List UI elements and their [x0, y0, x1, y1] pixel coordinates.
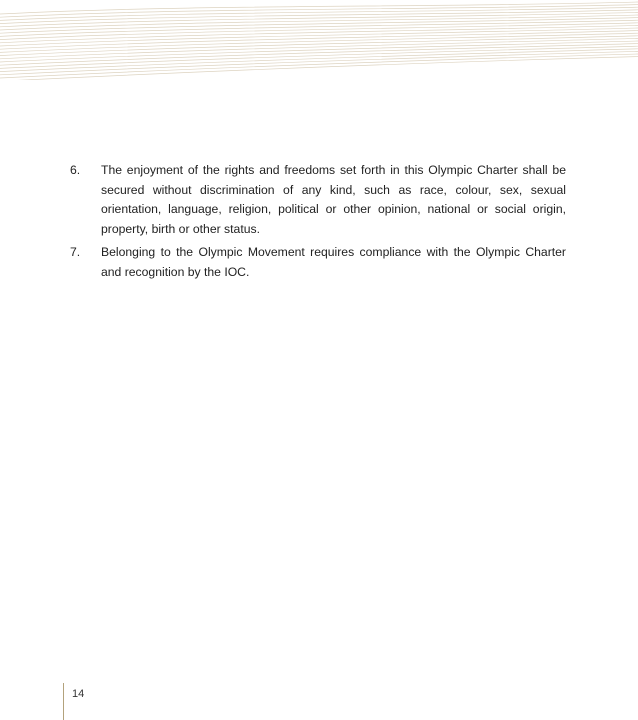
header-line	[0, 46, 638, 68]
principle-text: The enjoyment of the rights and freedoms set forth in this Olympic Charter shall be secured without discrimination of any kind, such as race, colour, sex, sexual orientation, language, religion, political or other opinion, national or social origin, property, birth or other status.	[101, 163, 566, 236]
header-line	[0, 33, 638, 52]
principle-number: 6.	[70, 163, 81, 177]
principle-text: Belonging to the Olympic Movement requires compliance with the Olympic Charter and recognition by the IOC.	[101, 245, 566, 279]
principle-6	[70, 161, 566, 239]
header-line	[0, 49, 638, 72]
header-line	[0, 25, 638, 42]
principle-number: 7.	[70, 245, 81, 259]
decorative-header-lines	[0, 0, 638, 80]
page-number: 14	[72, 688, 85, 700]
header-line	[0, 23, 638, 40]
footer-divider	[63, 683, 64, 720]
header-line	[0, 57, 638, 80]
principle-7	[70, 243, 566, 282]
